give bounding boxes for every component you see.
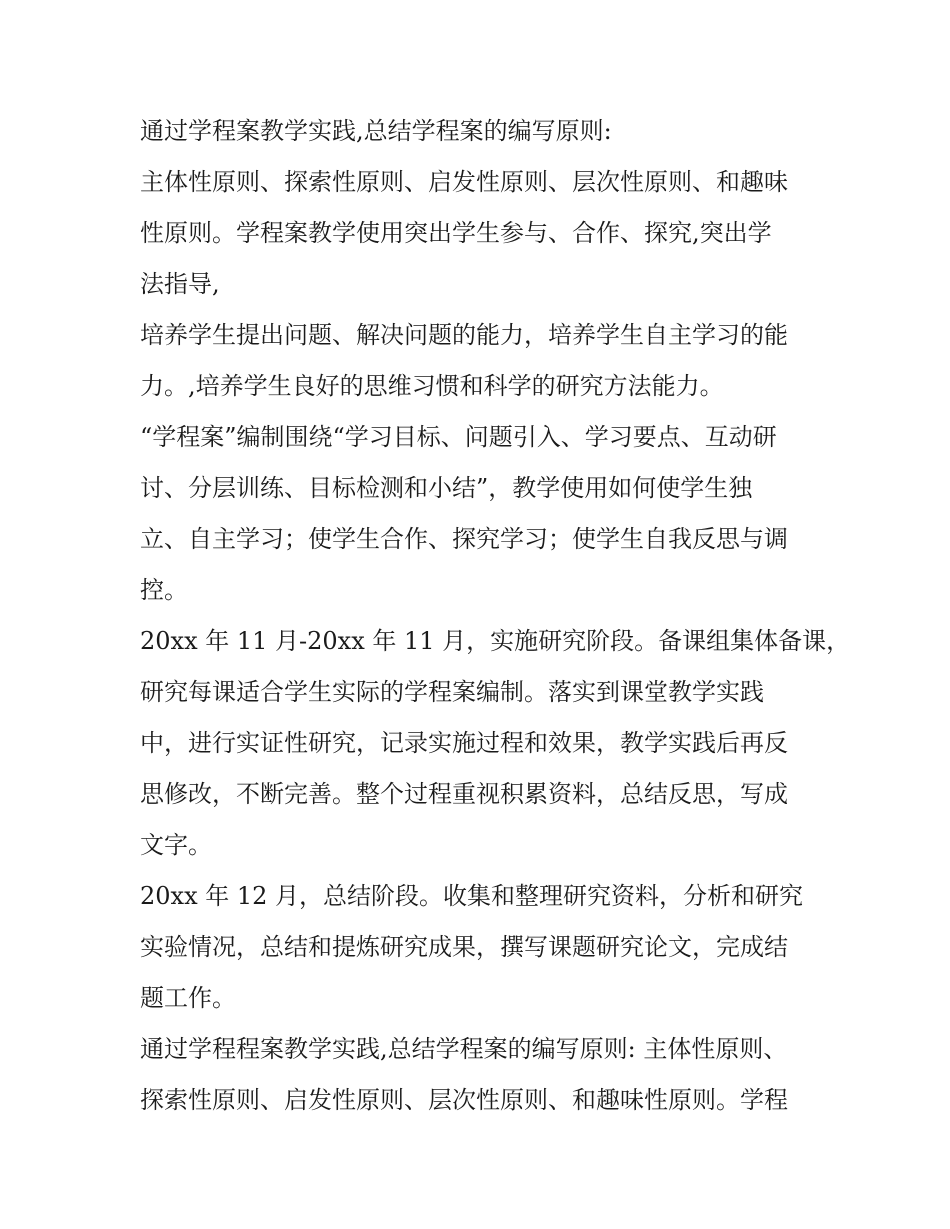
text-line: 性原则。学程案教学使用突出学生参与、合作、探究,突出学 bbox=[140, 219, 772, 247]
text-line: 题工作。 bbox=[140, 984, 236, 1012]
text-line: 立、自主学习；使学生合作、探究学习；使学生自我反思与调 bbox=[140, 525, 788, 553]
text-line: 主体性原则、探索性原则、启发性原则、层次性原则、和趣味 bbox=[140, 168, 788, 196]
text-line: 通过学程程案教学实践,总结学程案的编写原则: 主体性原则、 bbox=[140, 1035, 788, 1063]
text-line: “学程案”编制围绕“学习目标、问题引入、学习要点、互动研 bbox=[140, 423, 777, 451]
text-line: 探索性原则、启发性原则、层次性原则、和趣味性原则。学程 bbox=[140, 1086, 788, 1114]
text-line: 通过学程案教学实践,总结学程案的编写原则: bbox=[140, 117, 612, 145]
text-line: 文字。 bbox=[140, 831, 212, 859]
text-line: 实验情况，总结和提炼研究成果，撰写课题研究论文，完成结 bbox=[140, 933, 788, 961]
text-line: 20xx 年 12 月，总结阶段。收集和整理研究资料，分析和研究 bbox=[140, 882, 804, 910]
text-line: 20xx 年 11 月-20xx 年 11 月，实施研究阶段。备课组集体备课， bbox=[140, 627, 851, 655]
document-body bbox=[140, 106, 851, 1126]
text-line: 讨、分层训练、目标检测和小结”，教学使用如何使学生独 bbox=[140, 474, 753, 502]
text-line: 培养学生提出问题、解决问题的能力，培养学生自主学习的能 bbox=[140, 321, 788, 349]
text-line: 力。,培养学生良好的思维习惯和科学的研究方法能力。 bbox=[140, 372, 724, 400]
text-line: 法指导, bbox=[140, 270, 220, 298]
text-line: 思修改，不断完善。整个过程重视积累资料，总结反思，写成 bbox=[140, 780, 788, 808]
text-line: 研究每课适合学生实际的学程案编制。落实到课堂教学实践 bbox=[140, 678, 764, 706]
text-line: 控。 bbox=[140, 576, 188, 604]
text-line: 中，进行实证性研究，记录实施过程和效果，教学实践后再反 bbox=[140, 729, 788, 757]
